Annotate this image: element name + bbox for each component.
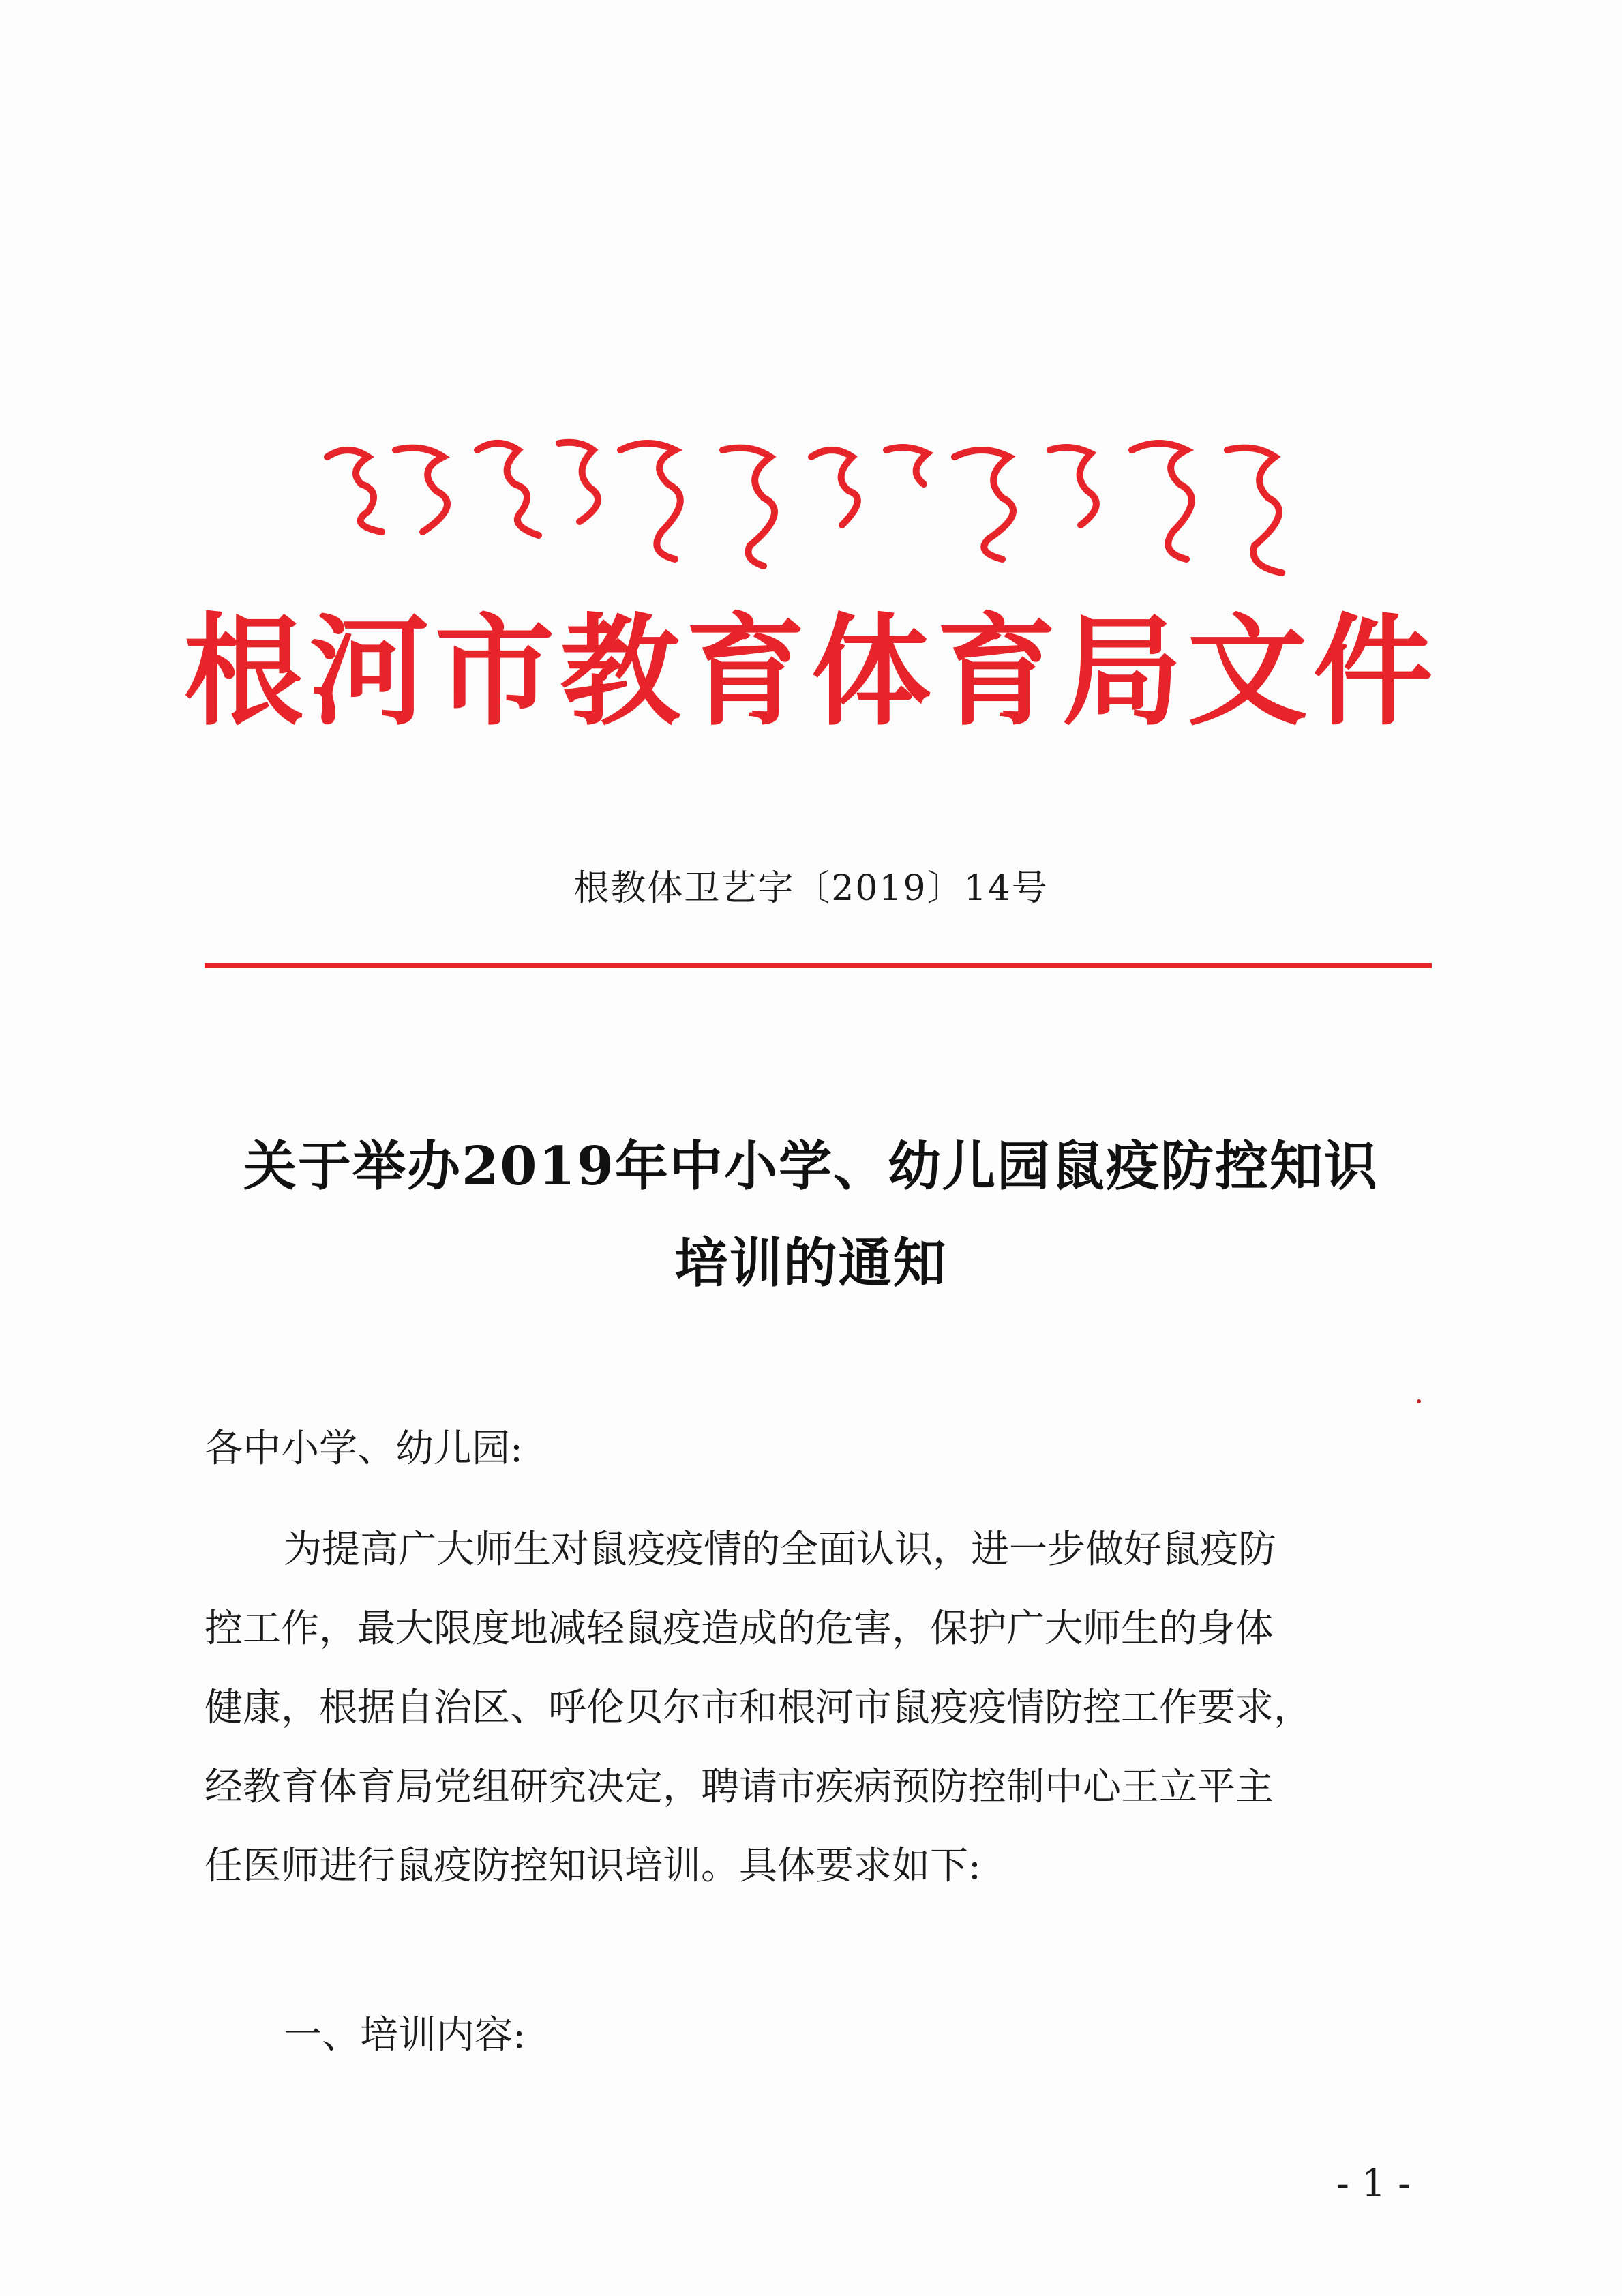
- document-number: 根教体卫艺字〔2019〕14号: [573, 868, 1049, 909]
- body-line: 为提高广大师生对鼠疫疫情的全面认识，进一步做好鼠疫防: [284, 1527, 1276, 1572]
- notice-title-line-2: 培训的通知: [674, 1232, 948, 1294]
- addressee: 各中小学、幼儿园:: [205, 1427, 523, 1471]
- body-line: 健康，根据自治区、呼伦贝尔市和根河市鼠疫疫情防控工作要求，: [205, 1686, 1312, 1730]
- notice-title-line-1: 关于举办2019年中小学、幼儿园鼠疫防控知识: [243, 1135, 1379, 1197]
- body-paragraph: [205, 1510, 1432, 1906]
- page-number: - 1 -: [1336, 2162, 1411, 2206]
- red-divider-line: [205, 963, 1432, 968]
- mongolian-masthead-script: [314, 430, 1350, 600]
- notice-title: [0, 1118, 1622, 1312]
- section-heading: 一、培训内容:: [284, 2013, 526, 2057]
- scan-speck: [1417, 1399, 1421, 1403]
- body-line: 经教育体育局党组研究决定，聘请市疾病预防控制中心王立平主: [205, 1765, 1274, 1809]
- body-line: 任医师进行鼠疫防控知识培训。具体要求如下:: [205, 1844, 981, 1888]
- masthead-title: 根河市教育体育局文件: [183, 602, 1439, 742]
- body-line: 控工作，最大限度地减轻鼠疫造成的危害，保护广大师生的身体: [205, 1607, 1274, 1651]
